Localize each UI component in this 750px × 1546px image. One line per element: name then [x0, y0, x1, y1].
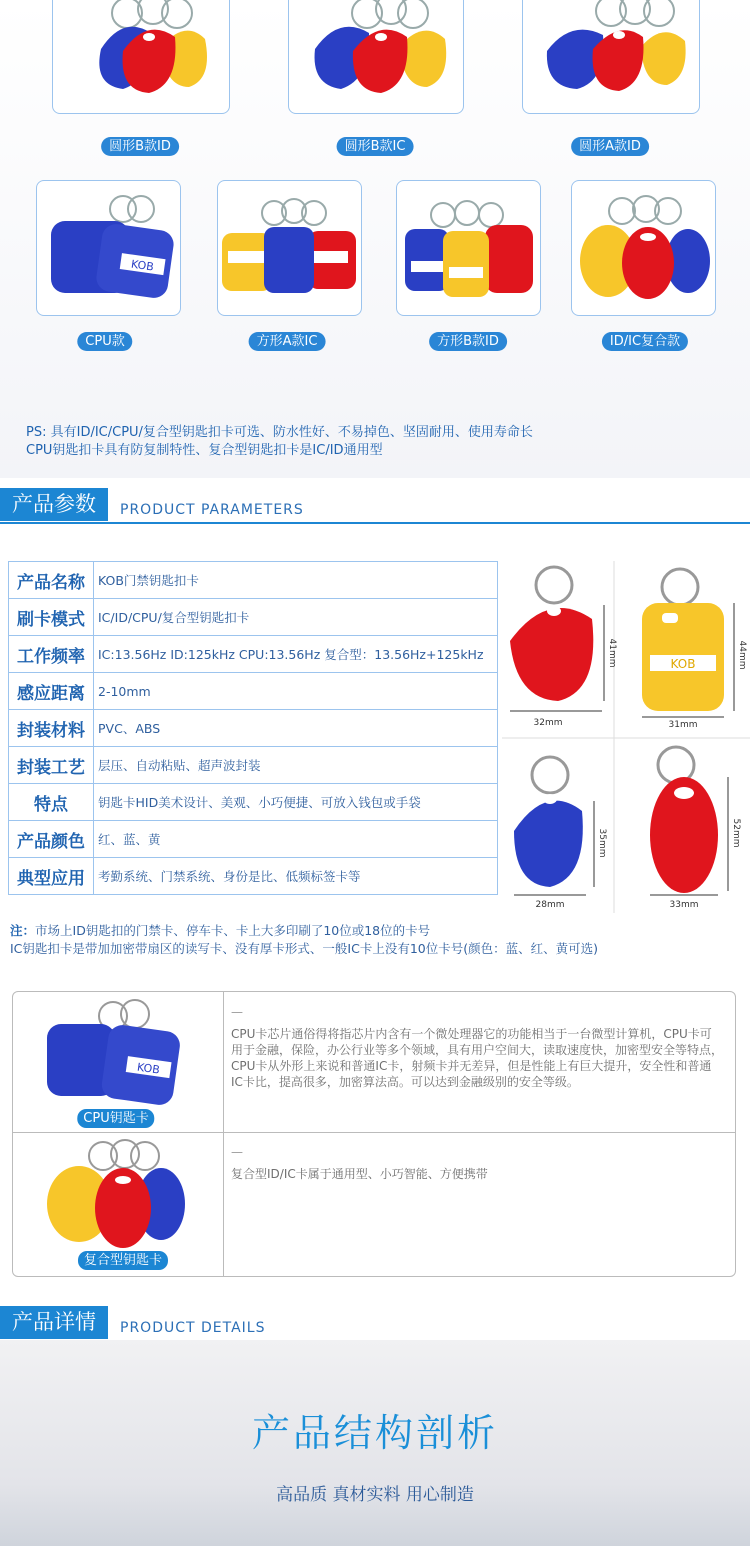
product-card-square-a-ic[interactable] [217, 180, 362, 316]
param-value: 钥匙卡HID美术设计、美观、小巧便捷、可放入钱包或手袋 [94, 784, 498, 821]
card-label: 圆形B款IC [337, 137, 414, 156]
card-label: 圆形B款ID [101, 137, 179, 156]
type-label: CPU钥匙卡 [77, 1109, 154, 1128]
param-value: IC/ID/CPU/复合型钥匙扣卡 [94, 599, 498, 636]
param-key: 感应距离 [9, 673, 94, 710]
keyfob-round-image [523, 0, 699, 113]
param-value: KOB门禁钥匙扣卡 [94, 562, 498, 599]
table-row [9, 858, 498, 895]
product-card-id-ic-combo[interactable] [571, 180, 716, 316]
dimension-width: 32mm [533, 718, 563, 728]
keyfob-logo: KOB [670, 657, 696, 671]
keyfob-oval-image [572, 181, 715, 315]
card-label: CPU款 [77, 332, 132, 351]
type-description [231, 1004, 723, 1090]
product-card-round-b-id[interactable] [52, 0, 230, 114]
keyfob-logo: KOB [130, 257, 155, 274]
keyfob-round-image [53, 0, 229, 113]
card-label: 方形B款ID [429, 332, 507, 351]
table-row [9, 599, 498, 636]
param-value: 考勤系统、门禁系统、身份是比、低频标签卡等 [94, 858, 498, 895]
note-line: 市场上ID钥匙扣的门禁卡、停车卡、卡上大多印刷了10位或18位的卡号 [35, 923, 431, 938]
card-types-panel [12, 991, 736, 1277]
product-card-round-b-ic[interactable] [288, 0, 464, 114]
details-title-cn: 产品详情 [0, 1306, 108, 1339]
dimension-height: 44mm [737, 640, 747, 670]
desc-dash: — [231, 1005, 243, 1019]
details-title-en: PRODUCT DETAILS [120, 1320, 266, 1336]
product-card-cpu[interactable] [36, 180, 181, 316]
param-key: 特点 [9, 784, 94, 821]
params-title-cn: 产品参数 [0, 488, 108, 521]
keyfob-square-image [37, 181, 180, 315]
params-title-en: PRODUCT PARAMETERS [120, 502, 304, 518]
param-key: 封装工艺 [9, 747, 94, 784]
row-divider [13, 1132, 735, 1133]
dimension-height: 41mm [607, 638, 617, 668]
header-underline [0, 522, 750, 524]
params-table [8, 561, 498, 895]
keyfob-logo: KOB [136, 1060, 161, 1077]
param-key: 典型应用 [9, 858, 94, 895]
product-card-square-b-id[interactable] [396, 180, 541, 316]
desc-text: CPU卡芯片通俗得将指芯片内含有一个微处理器它的功能相当于一台微型计算机，CPU卡可用于金融，保险，办公行业等多个领域，具有用户空间大，读取速度快，加密型安全等特点，CPU卡从外形上来说和普通IC卡，射频卡并无差异，但是性能上有巨大提升，安全性和普通IC卡比，提高很多，加密算法高。可以达到金融级别的安全等级。 [231, 1027, 724, 1089]
param-key: 刷卡模式 [9, 599, 94, 636]
structure-subtitle: 高品质 真材实料 用心制造 [276, 1485, 474, 1505]
dimension-images [502, 561, 750, 913]
dimension-width: 31mm [668, 720, 698, 730]
keyfob-square-image [397, 181, 540, 315]
type-description [231, 1144, 723, 1182]
table-row [9, 821, 498, 858]
keyfob-round-image [289, 0, 463, 113]
param-value: IC:13.56Hz ID:125kHz CPU:13.56Hz 复合型：13.56Hz+125kHz [94, 636, 498, 673]
params-section-header [0, 488, 750, 524]
param-key: 产品颜色 [9, 821, 94, 858]
param-value: 层压、自动粘贴、超声波封装 [94, 747, 498, 784]
structure-title: 产品结构剖析 [251, 1411, 498, 1455]
param-key: 封装材料 [9, 710, 94, 747]
ps-note [26, 424, 533, 460]
dimension-width: 33mm [669, 900, 699, 910]
dimension-width: 28mm [535, 900, 565, 910]
desc-dash: — [231, 1145, 243, 1159]
dimension-height: 52mm [731, 818, 741, 848]
gallery-section [0, 0, 750, 478]
keyfob-dimension-grid [502, 561, 750, 913]
param-value: PVC、ABS [94, 710, 498, 747]
structure-banner [0, 1340, 750, 1546]
param-key: 产品名称 [9, 562, 94, 599]
combo-keyfob-image [43, 1138, 203, 1250]
ps-line: CPU钥匙扣卡具有防复制特性、复合型钥匙扣卡是IC/ID通用型 [26, 443, 383, 458]
table-row [9, 636, 498, 673]
card-label: ID/IC复合款 [602, 332, 688, 351]
details-section-header [0, 1306, 750, 1342]
table-row [9, 562, 498, 599]
table-row [9, 747, 498, 784]
card-label: 圆形A款ID [571, 137, 649, 156]
param-value: 红、蓝、黄 [94, 821, 498, 858]
market-note [10, 922, 598, 958]
note-line: IC钥匙扣卡是带加加密带扇区的读写卡、没有厚卡形式、一般IC卡上没有10位卡号(颜色：蓝、红、黄可选) [10, 941, 598, 956]
ps-line: PS: 具有ID/IC/CPU/复合型钥匙扣卡可选、防水性好、不易掉色、坚固耐用、使用寿命长 [26, 425, 533, 440]
type-label: 复合型钥匙卡 [78, 1251, 168, 1270]
product-card-round-a-id[interactable] [522, 0, 700, 114]
param-value: 2-10mm [94, 673, 498, 710]
param-key: 工作频率 [9, 636, 94, 673]
note-prefix: 注： [10, 923, 36, 938]
cpu-keyfob-image [43, 996, 203, 1108]
dimension-height: 35mm [597, 828, 607, 858]
keyfob-square-image [218, 181, 361, 315]
table-row [9, 673, 498, 710]
column-divider [223, 992, 224, 1276]
table-row [9, 710, 498, 747]
card-label: 方形A款IC [249, 332, 326, 351]
table-row [9, 784, 498, 821]
desc-text: 复合型ID/IC卡属于通用型、小巧智能、方便携带 [231, 1167, 488, 1181]
